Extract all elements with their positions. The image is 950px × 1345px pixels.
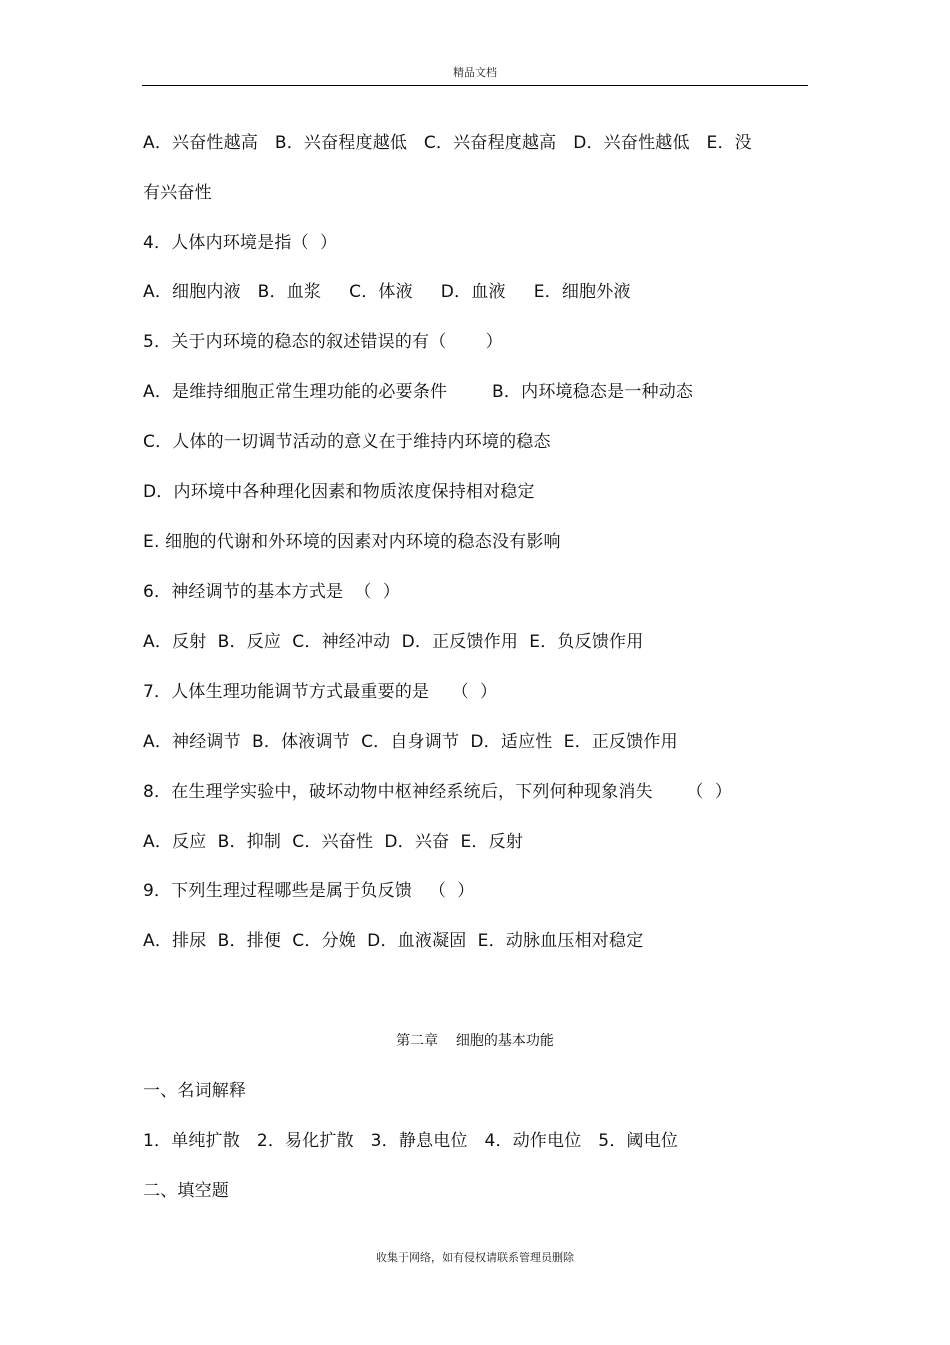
section-heading-terms: 一、名词解释: [143, 1081, 247, 1101]
question-8: 8．在生理学实验中，破坏动物中枢神经系统后，下列何种现象消失 （ ）: [143, 782, 733, 802]
options-q4: A．细胞内液 B．血浆 C．体液 D．血液 E．细胞外液: [143, 282, 631, 302]
question-9: 9．下列生理过程哪些是属于负反馈 （ ）: [143, 881, 475, 901]
terms-list: 1．单纯扩散 2．易化扩散 3．静息电位 4．动作电位 5．阈电位: [143, 1131, 679, 1151]
page-header: 精品文档: [453, 66, 497, 79]
options-q6: A．反射 B．反应 C．神经冲动 D．正反馈作用 E．负反馈作用: [143, 632, 644, 652]
page-footer: 收集于网络，如有侵权请联系管理员删除: [376, 1251, 574, 1264]
options-q7: A．神经调节 B．体液调节 C．自身调节 D．适应性 E．正反馈作用: [143, 732, 678, 752]
option-q5-e: E. 细胞的代谢和外环境的因素对内环境的稳态没有影响: [143, 532, 561, 552]
options-q5-ab: A．是维持细胞正常生理功能的必要条件 B．内环境稳态是一种动态: [143, 382, 694, 402]
section-heading-fill-blank: 二、填空题: [143, 1181, 229, 1201]
chapter-title: 第二章 细胞的基本功能: [396, 1033, 554, 1049]
question-6: 6．神经调节的基本方式是 （ ）: [143, 582, 401, 602]
option-line-q3-continued: 有兴奋性: [143, 183, 212, 203]
header-divider: [142, 85, 808, 86]
option-q5-d: D．内环境中各种理化因素和物质浓度保持相对稳定: [143, 482, 535, 502]
question-7: 7．人体生理功能调节方式最重要的是 （ ）: [143, 682, 498, 702]
question-4: 4．人体内环境是指（ ）: [143, 233, 338, 253]
options-q8: A．反应 B．抑制 C．兴奋性 D．兴奋 E．反射: [143, 832, 524, 852]
options-q9: A．排尿 B．排便 C．分娩 D．血液凝固 E．动脉血压相对稳定: [143, 931, 644, 951]
question-5: 5．关于内环境的稳态的叙述错误的有（ ）: [143, 332, 503, 352]
option-line-q3: A．兴奋性越高 B．兴奋程度越低 C．兴奋程度越高 D．兴奋性越低 E．没: [143, 133, 752, 153]
option-q5-c: C．人体的一切调节活动的意义在于维持内环境的稳态: [143, 432, 551, 452]
